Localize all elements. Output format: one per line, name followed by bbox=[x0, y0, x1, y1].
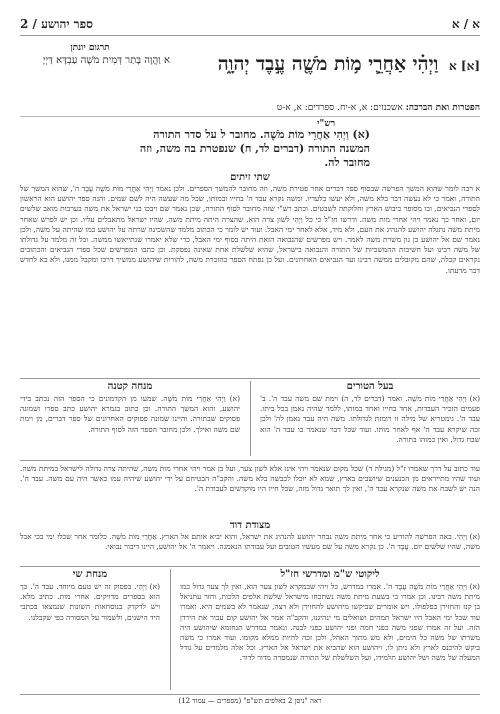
commentary-baal-haturim: (א) וַיְהִי אַחֲרֵי מוֹת מֹשֶׁה. ואמר (דברים לד, ה) וימת שם משה עבד ה'. ב' פעמים הזכיר העבדות, אחד בחייו ואחד במותו, ללמד שהיה נאמן בכל ביתו. עבד ה'. גימטריא של מילה זו רומזת לגדולתו. משה היה עבד נאמן לה' ולכן זכה שיקרא עבד ה' אף לאחר מותו. ועוד שכל דבר שנאמר בו עבד ה' הוא שבח גדול, ואין כמוהו בתורה. bbox=[260, 394, 480, 444]
chapter-marker: א / א bbox=[451, 17, 480, 31]
divider bbox=[20, 378, 480, 379]
haftarah-text: אשכנזים: א, א-יח. ספרדים: א, א-ט bbox=[276, 103, 403, 113]
divider bbox=[20, 460, 480, 461]
section-title-minchat-shai: מנחת שי bbox=[72, 569, 108, 580]
commentary-metzudat-david: (א) וַיְהִי. באה הפרשה להודיע כי אחר מיתת משה נבחר יהושע להנהיג את ישראל, והוא יביא אותם אל הארץ. אַחֲרֵי מוֹת מֹשֶׁה. כלומר אחר שכלו ימי בכי אבל משה, שהיו שלשים יום. עֶבֶד ה'. כן נקרא משה על שם מעשיו הטובים ועל עבודתו הנאמנה. ויאמר ה' אל יהושע, היינו דיבור נבואי. bbox=[20, 532, 480, 552]
rashi-label: רש"י bbox=[317, 119, 335, 129]
verse-text: וַיְהִ֗י אַחֲרֵ֛י מ֥וֹת מֹשֶׁ֖ה עֶ֣בֶד יְהוָ֑ה bbox=[217, 53, 439, 75]
book-title: 2 / ספר יהושע bbox=[20, 17, 93, 31]
haftarah-label: הפטרות ואת הברכה: bbox=[405, 103, 480, 113]
section-title-shtei-zeyt: שתי זיתים bbox=[230, 172, 270, 183]
targum-title: תרגום יונתן bbox=[70, 43, 110, 53]
rashi-text: (א) וַיְהִי אַחֲרֵי מוֹת מֹשֶׁה. מחובר ל על סדר התורה המשנה התורה (דברים לד, ח) שנפטרת בה משה, וזה מחובר לה. bbox=[139, 128, 370, 169]
commentary-minchat-ketana: (א) וַיְהִי אַחֲרֵי מוֹת מֹשֶׁה. שמעו מן הקדמונים כי הספר הזה נכתב בידי יהושע, והוא המשך התורה. וכן כתוב בגמרא יהושע כתב ספרו ושמונה פסוקים שבתורה. והיינו שמונה פסוקים האחרונים של ספר דברים, מן וימת שם משה ואילך. ולכן מחובר הספר הזה לסוף התורה. bbox=[20, 394, 240, 434]
divider bbox=[20, 566, 480, 567]
commentary-likutei: (א) וַיְהִי אַחֲרֵי מוֹת מֹשֶׁה עֶבֶד ה'. אמרו במדרש, כל ויהי שבמקרא לשון צער הוא, ואין לך צער גדול כמו מיתת משה רבינו. וכן אמרו כי בשעת מיתת משה נשתכחו מישראל שלשת אלפים הלכות, וחזר עתניאל בן קנז והחזירן בפלפולו. ויש אומרים שביקשו מיהושע להחזירן ולא רצה, שנאמר לא בשמים היא. ואמרו עוד שכל ימי האבל היו ישראל תמהים ושואלים מי ינהיגנו, והקב"ה אמר אל יהושע קום עבור את הירדן הזה. ועל זה אמרו שפני משה כפני חמה ופני יהושע כפני לבנה. ונאמר במדרש תנחומא שיהושע היה משרתו של משה כל הימים, ולא מש מתוך האהל, ולכן זכה להיות ממלא מקומו. ועוד אמרו כי משה ביקש להיכנס לארץ ולא ניתן לו, ויהושע הוא שהביא את ישראל אל הארץ. וכל אלה מלמדים על גודל המעלה של משה ושל יהושע תלמידו, ועל השלשלת של התורה שנמסרה מדור לדור. bbox=[180, 582, 480, 663]
commentary-middle: עוד כתוב על דרך שאמרו ז"ל (מגילה ד) שכל מקום שנאמר ויהי אינו אלא לשון צער, ועל כן אמר ויהי אחרי מות משה, שהיתה צרה גדולה לישראל במיתת משה. ועוד שהיו מתייראים מן הכנענים שיושבים בארץ, שמא לא יוכלו לכבשה בלא משה. והקב"ה הבטיחם על ידי יהושע שיהיה עמו כאשר היה עם משה. עבד ה'. הנה יש לשבח את משה שנקרא עבד ה', ואין לך תואר גדול מזה, שכל חייו היו מוקדשים לעבודת ה'. bbox=[20, 464, 480, 494]
section-title-likutei: ליקוטי ש"מ ומדרשי חז"ל bbox=[280, 569, 380, 580]
column-divider bbox=[170, 569, 171, 690]
column-divider bbox=[250, 381, 251, 456]
commentary-shtei-zeyt: א רבה לומר שהוא המשך הפרשה שבסוף ספר דברים אחר פטירת משה, וזה מחובר להמשך הספרים. ולכן נאמר וַיְהִי אַחֲרֵי מוֹת מֹשֶׁה עֶבֶד ה', שהוא המשך של התורה, ואמר כי לא נעשה דבר בלא משה, ולא יעשו בלעדיו. ומשה נקרא עבד ה' בחייו ובמותו, שכל מה שעשה היה לשם שמים. והנה ספר יהושע הוא הראשון לספרי הנביאים, ובו מסופר כיבוש הארץ וחלוקתה לשבטים. וכתב רש"י שזה מחובר לסוף התורה, שכן נאמר שם ויבכו בני ישראל את משה בערבות מואב שלשים יום, ואחר כך נאמר ויהי אחרי מות משה. ודרשו חז"ל כי כל וַיְהִי לשון צרה הוא, שהצרה היתה מיתת משה, שהיו ישראל מתאבלים עליו. וכן יש לפרש שאחר מיתת משה נתגלה יהושע להנהיג את העם, ולא מיד, אלא לאחר ימי האבל. ועוד יש לומר כי הכתוב מלמד שהשכינה שרתה על יהושע כמו שהיתה על משה, ולכן נאמר שם אל יהושע בן נון משרת משה לאמר. ויש מפרשים שהנבואה הזאת היתה בסוף ימי האבל, כדי שלא יאמרו שנתייאשו ממשה. וכל זה מלמד על גדולתו של משה רבינו ועל חשיבות ההמשכיות של התורה והנבואה בישראל, שהיא שלשלת אחת שאינה נפסקת. וכן כתבו המפרשים שכל ספרי הנביאים והכתובים נקראים קבלה, שהם מקובלים ממשה רבינו ועד הנביאים האחרונים. ועל כן נפתח הספר בהזכרת משה, להורות שיהושע ממשיך דרכו ומקבל ממנו, ולא בא לחדש דבר מדעתו. bbox=[20, 184, 480, 275]
page-header bbox=[20, 14, 480, 36]
verse-number: [א] א bbox=[449, 59, 480, 73]
section-title-minchat-ketana: מנחה קטנה bbox=[107, 381, 153, 392]
section-title-metzudat-david: מצודת דוד bbox=[229, 520, 271, 531]
main-verse bbox=[190, 52, 480, 78]
section-title-baal-haturim: בעל הטורים bbox=[346, 381, 394, 392]
rashi-box bbox=[20, 118, 480, 170]
page-footer: ראה "ניסן 2 באלפים תש"פ" (מספרים — עמוד 12) bbox=[20, 694, 480, 705]
targum-text: א וַהֲוָה בָּתַר דְּמִית מֹשֶׁה עַבְדָּא דַּיְיָ bbox=[42, 55, 170, 66]
commentary-minchat-shai: (א) וַיְהִי. בפסוק זה יש טעם מיוחד. עבד ה'. כך הוא בספרים מדויקים. אחרי מות. כתיב מלא. ויש לדקדק בנוסחאות השונות שנמצאו בכתבי היד הישנים, ולשמור על המסורה כפי שקבלנו. bbox=[20, 582, 160, 622]
haftarah-line bbox=[20, 102, 480, 117]
